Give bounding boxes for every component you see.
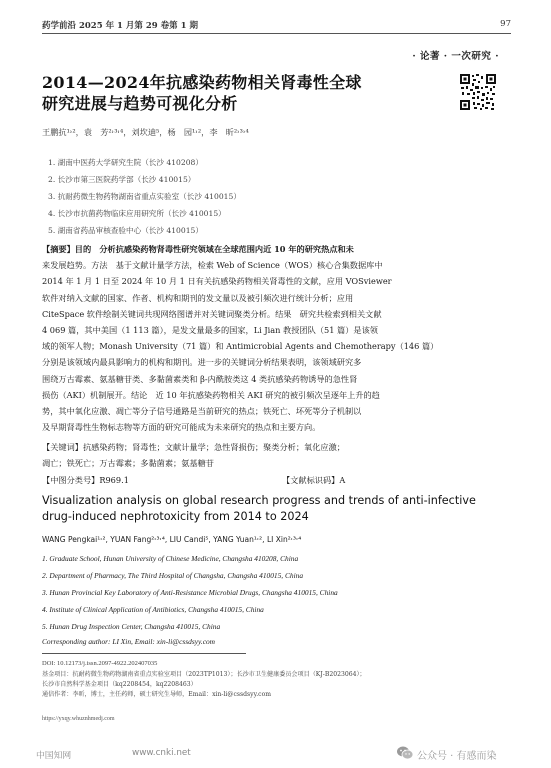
- abstract-line: 2014 年 1 月 1 日至 2024 年 10 月 1 日有关抗感染药物相关肾毒性的文献，应用 VOSviewer: [42, 276, 392, 287]
- abstract-line: 域的领军人物；Monash University（71 篇）和 Antimicrobial Agents and Chemotherapy（146 篇）: [42, 341, 439, 352]
- title-cn-line-1: 2014—2024年抗感染药物相关肾毒性全球: [42, 73, 362, 92]
- abstract-line: 4 069 篇，其中美国（1 113 篇），是发文量最多的国家，Li Jian 教授团队（51 篇）是该领: [42, 325, 378, 336]
- affiliation-cn-3: 3. 抗耐药微生物药物湖南省重点实验室（长沙 410015）: [48, 192, 241, 201]
- footnote-funding-2: 长沙市自然科学基金项目（kq2208454，kq2208463）: [42, 681, 197, 688]
- footnote-funding-1: 基金项目：抗耐药微生物药物湖南省重点实验室项目（2023TP1013）；长沙市卫生健康委员会项目（KJ-B2023064）；: [42, 671, 366, 678]
- affiliation-cn-2: 2. 长沙市第三医院药学部（长沙 410015）: [48, 175, 196, 184]
- journal-header: 药学前沿 2025 年 1 月第 29 卷第 1 期: [42, 21, 198, 31]
- abstract-cn: [42, 241, 512, 435]
- affiliation-cn-1: 1. 湖南中医药大学研究生院（长沙 410208）: [48, 158, 203, 167]
- section-label: · 论著 · 一次研究 ·: [412, 51, 499, 62]
- affiliation-cn-5: 5. 湖南省药品审核查验中心（长沙 410015）: [48, 226, 203, 235]
- affiliation-en-5: 5. Hunan Drug Inspection Center, Changsha 410015, China: [42, 622, 221, 631]
- abstract-line: CiteSpace 软件绘制关键词共现网络图谱并对关键词聚类分析。结果 研究共检索到相关文献: [42, 308, 382, 319]
- wechat-account-watermark: 公众号 · 有感而染: [417, 751, 497, 762]
- abstract-line: 围绕万古霉素、氨基糖苷类、多黏菌素类和 β-内酰胺类这 4 类抗感染药物诱导的急性肾: [42, 373, 358, 384]
- title-en-line: Visualization analysis on global research progress and trends of anti-infective: [42, 494, 476, 507]
- header-rule: [42, 33, 511, 34]
- abstract-line: 软件对纳入文献的国家、作者、机构和期刊的发文量以及被引频次进行统计分析；应用: [42, 292, 354, 303]
- qr-code-icon: [459, 73, 497, 111]
- affiliation-en-4: 4. Institute of Clinical Application of Antibiotics, Changsha 410015, China: [42, 605, 264, 614]
- footnote-corresponding: 通信作者：李昕，博士，主任药师，硕士研究生导师，Email：xin-li@cssdsyy.com: [42, 691, 272, 698]
- abstract-line: 损伤（AKI）机制展开。结论 近 10 年抗感染药物相关 AKI 研究的被引频次呈逐年上升的趋: [42, 389, 380, 400]
- document-code: 【文献标识码】A: [282, 475, 346, 485]
- journal-website[interactable]: https://yxqy.whuznhmedj.com: [42, 716, 115, 722]
- cnki-watermark: 中国知网: [36, 750, 72, 760]
- footnote-doi: DOI: 10.12173/j.issn.2097-4922.202407035: [42, 660, 158, 667]
- page-number: 97: [500, 19, 511, 29]
- abstract-line: 分别是该领域内最具影响力的机构和期刊。进一步的关键词分析结果表明，该领域研究多: [42, 357, 362, 368]
- cnki-url-watermark: www.cnki.net: [132, 748, 191, 758]
- abstract-line: 【摘要】目的 分析抗感染药物肾毒性研究领域在全球范围内近 10 年的研究热点和未: [42, 244, 354, 254]
- corresponding-author: Corresponding author: LI Xin, Email: xin-li@cssdsyy.com: [42, 637, 216, 646]
- title-cn-line-2: 研究进展与趋势可视化分析: [42, 94, 238, 113]
- authors-cn: 王鹏抗¹˒²，袁 芳²˒³˒⁴，刘坎迪⁵，杨 园¹˒²，李 昕²˒³˒⁴: [42, 127, 249, 137]
- abstract-line: 及早期肾毒性生物标志物等方面的研究可能成为未来研究的热点和主要方向。: [42, 422, 321, 433]
- classification-number: 【中图分类号】R969.1: [42, 475, 129, 485]
- authors-en: WANG Pengkai¹˒², YUAN Fang²˒³˒⁴, LIU Candi⁵, YANG Yuan¹˒², LI Xin²˒³˒⁴: [42, 535, 302, 544]
- affiliation-en-2: 2. Department of Pharmacy, The Third Hospital of Changsha, Changsha 410015, China: [42, 571, 304, 580]
- keywords-line: 【关键词】抗感染药物；肾毒性；文献计量学；急性肾损伤；聚类分析；氧化应激；: [42, 442, 345, 452]
- keywords-line: 凋亡；铁死亡；万古霉素；多黏菌素；氨基糖苷: [42, 457, 214, 468]
- keywords-cn: [42, 440, 512, 471]
- footnote-rule: [42, 653, 246, 654]
- affiliation-en-1: 1. Graduate School, Hunan University of Chinese Medicine, Changsha 410208, China: [42, 554, 299, 563]
- affiliation-cn-4: 4. 长沙市抗菌药物临床应用研究所（长沙 410015）: [48, 209, 226, 218]
- wechat-icon: [396, 744, 414, 762]
- affiliation-en-3: 3. Hunan Provincial Key Laboratory of Anti-Resistance Microbial Drugs, Changsha 410015, China: [42, 588, 338, 597]
- abstract-line: 势，其中氧化应激、凋亡等分子信号通路是当前研究的热点；铁死亡、坏死等分子机制以: [42, 406, 362, 417]
- title-en: [42, 493, 512, 525]
- title-en-line: drug-induced nephrotoxicity from 2014 to 2024: [42, 510, 309, 523]
- abstract-line: 来发展趋势。方法 基于文献计量学方法，检索 Web of Science（WOS）核心合集数据库中: [42, 260, 383, 271]
